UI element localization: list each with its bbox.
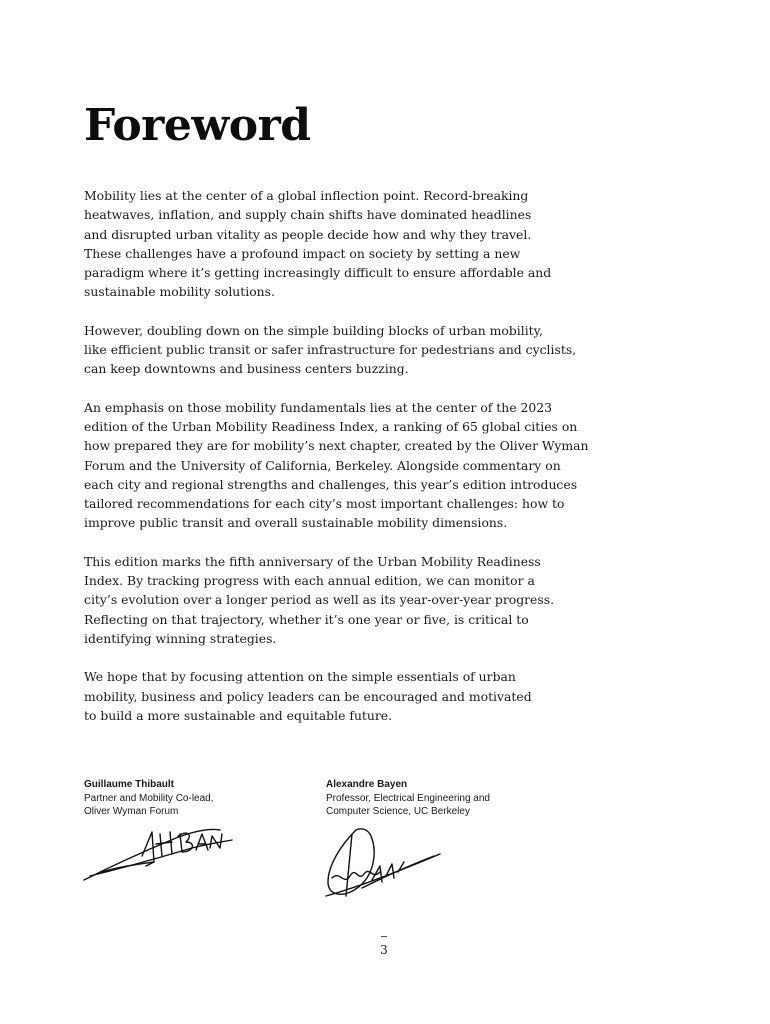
page-number-text: 3 [380,943,388,957]
signatory-organization: Oliver Wyman Forum [84,806,179,817]
signatory-name: Guillaume Thibault [84,779,175,790]
paragraph-line: and disrupted urban vitality as people decide how and why they travel. [84,226,532,242]
paragraph-line: This edition marks the fifth anniversary of the Urban Mobility Readiness [84,553,541,569]
paragraph-line: each city and regional strengths and challenges, this year’s edition introduces [84,476,578,492]
signatory-name: Alexandre Bayen [326,779,408,790]
signature-bayen-image [322,826,442,902]
paragraph-line: Reflecting on that trajectory, whether it’s one year or five, is critical to [84,611,529,627]
paragraph-line: However, doubling down on the simple building blocks of urban mobility, [84,322,543,338]
foreword-body [84,186,589,744]
page-number-rule [381,936,387,937]
paragraph-line: tailored recommendations for each city’s most important challenges: how to [84,496,565,512]
page-title: Foreword [84,100,311,151]
paragraph-line: city’s evolution over a longer period as well as its year-over-year progress. [84,592,555,608]
signatory-role: Professor, Electrical Engineering and [326,792,490,804]
paragraph-1 [84,186,554,302]
paragraph-line: sustainable mobility solutions. [84,284,275,300]
paragraph-line: can keep downtowns and business centers buzzing. [84,361,409,377]
paragraph-4 [84,552,554,648]
paragraph-line: like efficient public transit or safer infrastructure for pedestrians and cyclists, [84,342,577,358]
signatory-bayen [326,778,566,819]
paragraph-line: heatwaves, inflation, and supply chain shifts have dominated headlines [84,207,532,223]
paragraph-line: to build a more sustainable and equitable future. [84,707,393,723]
paragraph-5 [84,667,554,725]
signatory-thibault [84,778,304,819]
paragraph-2 [84,321,577,379]
paragraph-line: We hope that by focusing attention on the simple essentials of urban [84,669,516,685]
page-number [376,936,392,957]
signatory-role: Partner and Mobility Co-lead, [84,792,214,804]
paragraph-line: how prepared they are for mobility’s next chapter, created by the Oliver Wyman [84,438,589,454]
paragraph-line: improve public transit and overall sustainable mobility dimensions. [84,515,508,531]
paragraph-line: Mobility lies at the center of a global inflection point. Record-breaking [84,188,529,203]
paragraph-line: edition of the Urban Mobility Readiness Index, a ranking of 65 global cities on [84,418,578,434]
paragraph-3 [84,398,589,533]
paragraph-line: mobility, business and policy leaders can be encouraged and motivated [84,688,532,704]
paragraph-line: paradigm where it’s getting increasingly difficult to ensure affordable and [84,265,552,281]
paragraph-line: These challenges have a profound impact on society by setting a new [84,245,521,261]
paragraph-line: Index. By tracking progress with each annual edition, we can monitor a [84,573,535,589]
paragraph-line: identifying winning strategies. [84,630,277,646]
signature-thibault-image [82,826,234,884]
signatory-organization: Computer Science, UC Berkeley [326,806,470,817]
paragraph-line: An emphasis on those mobility fundamentals lies at the center of the 2023 [84,399,553,415]
paragraph-line: Forum and the University of California, Berkeley. Alongside commentary on [84,457,561,473]
